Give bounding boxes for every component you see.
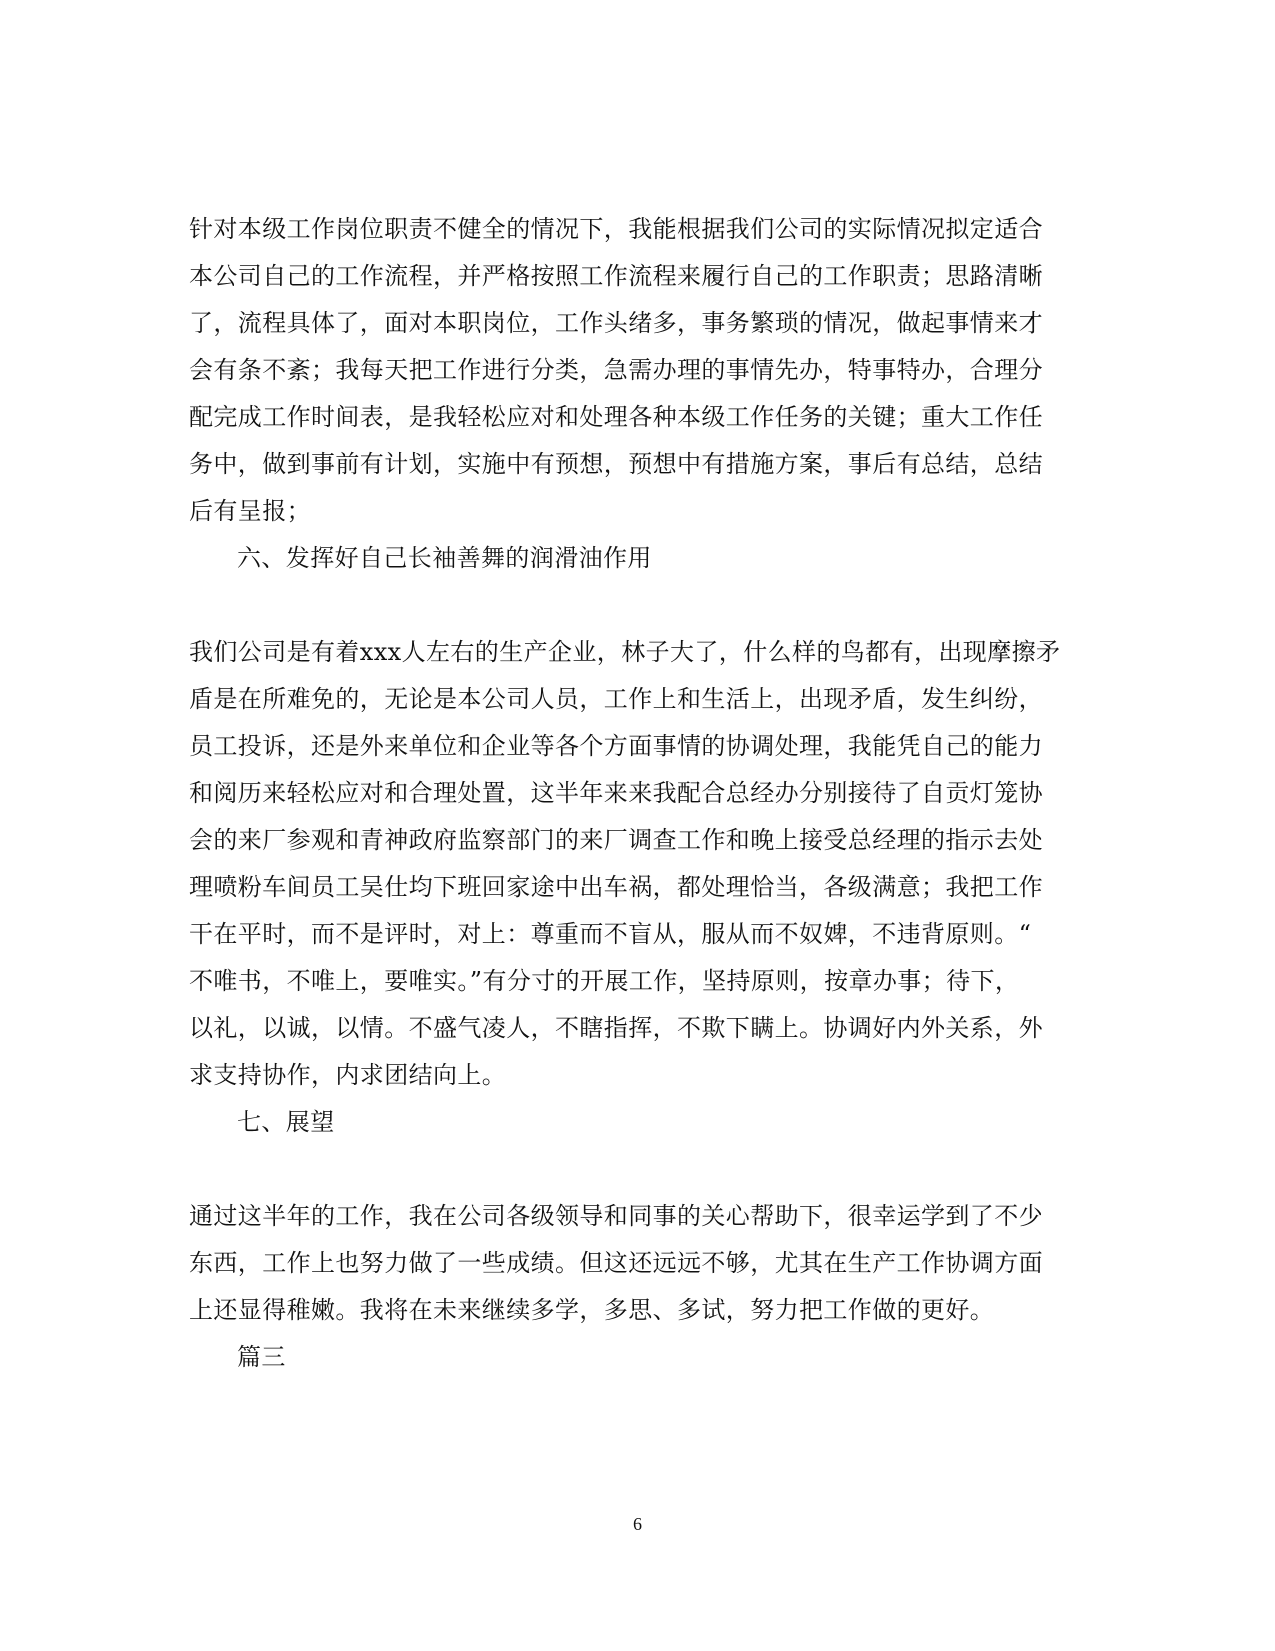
text-line: 了，流程具体了，面对本职岗位，工作头绪多，事务繁琐的情况，做起事情来才 [189,309,1043,337]
paragraph-coordination [189,629,1069,1099]
text-line: 求支持协作，内求团结向上。 [189,1061,507,1089]
text-line: 会有条不紊；我每天把工作进行分类，急需办理的事情先办，特事特办，合理分 [189,356,1043,384]
text-line: 以礼，以诚，以情。不盛气凌人，不瞎指挥，不欺下瞒上。协调好内外关系，外 [189,1014,1043,1042]
text-line: 后有呈报； [189,497,311,525]
text-line: 我们公司是有着xxx人左右的生产企业，林子大了，什么样的鸟都有，出现摩擦矛 [189,638,1061,666]
text-line: 上还显得稚嫩。我将在未来继续多学，多思、多试，努力把工作做的更好。 [189,1296,995,1324]
text-line: 东西，工作上也努力做了一些成绩。但这还远远不够，尤其在生产工作协调方面 [189,1249,1043,1277]
text-line: 会的来厂参观和青神政府监察部门的来厂调查工作和晚上接受总经理的指示去处 [189,826,1043,854]
paragraph-outlook [189,1193,1069,1334]
text-line: 配完成工作时间表，是我轻松应对和处理各种本级工作任务的关键；重大工作任 [189,403,1043,431]
page-number: 6 [633,1514,642,1534]
text-line: 员工投诉，还是外来单位和企业等各个方面事情的协调处理，我能凭自己的能力 [189,732,1043,760]
document-body [189,206,1069,1381]
text-line: 务中，做到事前有计划，实施中有预想，预想中有措施方案，事后有总结，总结 [189,450,1043,478]
text-line: 通过这半年的工作，我在公司各级领导和同事的关心帮助下，很幸运学到了不少 [189,1202,1043,1230]
section-heading-seven: 七、展望 [237,1108,335,1136]
text-line: 和阅历来轻松应对和合理处置，这半年来来我配合总经办分别接待了自贡灯笼协 [189,779,1043,807]
text-line: 针对本级工作岗位职责不健全的情况下，我能根据我们公司的实际情况拟定适合 [189,215,1043,243]
section-label: 篇三 [237,1343,286,1371]
text-line: 干在平时，而不是评时，对上：尊重而不盲从，服从而不奴婢，不违背原则。“ [189,920,1032,948]
paragraph-work-process [189,206,1069,535]
section-heading-six: 六、发挥好自己长袖善舞的润滑油作用 [237,544,652,572]
text-line: 本公司自己的工作流程，并严格按照工作流程来履行自己的工作职责；思路清晰 [189,262,1043,290]
blank-line [189,1146,1069,1193]
text-line: 盾是在所难免的，无论是本公司人员，工作上和生活上，出现矛盾，发生纠纷， [189,685,1043,713]
text-line: 不唯书，不唯上，要唯实。”有分寸的开展工作，坚持原则，按章办事；待下， [189,967,1020,995]
text-line: 理喷粉车间员工吴仕均下班回家途中出车祸，都处理恰当，各级满意；我把工作 [189,873,1043,901]
blank-line [189,582,1069,629]
